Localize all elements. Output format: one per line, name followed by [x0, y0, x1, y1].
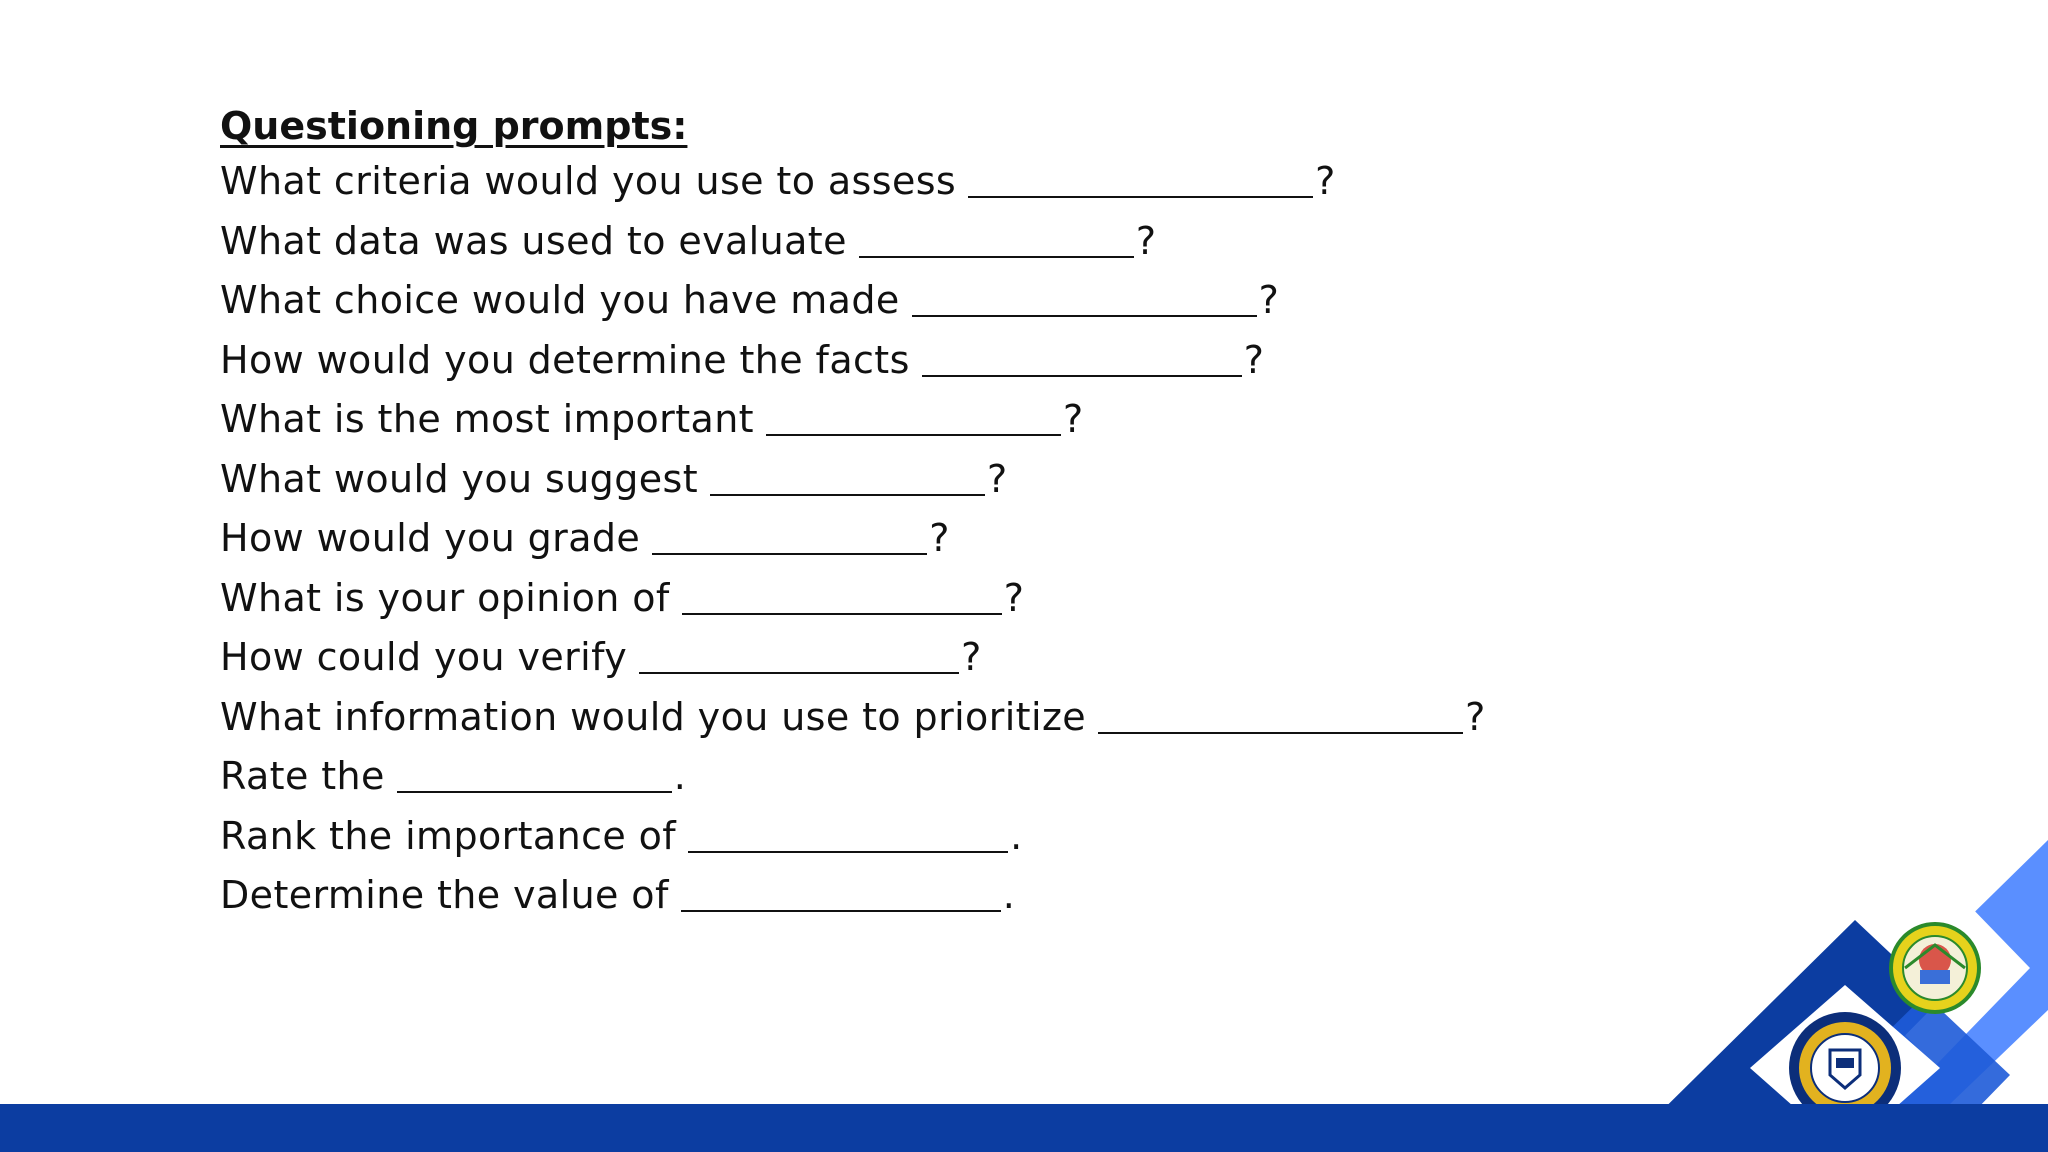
prompt-text: What data was used to evaluate — [220, 218, 847, 263]
prompt-item — [220, 271, 1720, 331]
prompt-end: . — [673, 754, 687, 798]
blank-line — [710, 494, 985, 496]
blank-line — [397, 791, 672, 793]
prompt-text: Rank the importance of — [220, 813, 677, 858]
prompt-item — [220, 450, 1720, 510]
prompt-text: Rate the — [220, 754, 385, 798]
prompt-text: How could you verify — [220, 635, 628, 679]
prompt-text: How would you grade — [220, 516, 641, 560]
prompt-end: ? — [929, 516, 950, 560]
blank-line — [859, 256, 1134, 258]
prompt-item — [220, 628, 1720, 688]
prompt-end: ? — [1258, 278, 1280, 322]
blank-line — [766, 434, 1061, 436]
prompt-end: . — [1002, 873, 1016, 917]
blank-line — [639, 672, 959, 674]
blank-line — [1098, 732, 1463, 734]
prompt-end: ? — [1135, 218, 1157, 263]
prompt-text: What choice would you have made — [220, 278, 900, 322]
page-title: Questioning prompts: — [220, 104, 688, 148]
white-diamond-upper — [1840, 870, 2030, 1066]
prompt-end: ? — [1062, 397, 1084, 441]
prompt-item — [220, 747, 1720, 807]
prompt-text: What is the most important — [220, 397, 754, 441]
blank-line — [968, 196, 1313, 198]
prompt-item — [220, 152, 1720, 212]
prompt-text: What is your opinion of — [220, 575, 670, 620]
blank-line — [912, 315, 1257, 317]
prompt-end: ? — [961, 635, 982, 679]
prompt-item — [220, 866, 1720, 926]
prompt-block — [220, 100, 1720, 926]
prompt-end: ? — [1003, 575, 1025, 620]
prompt-item — [220, 390, 1720, 450]
prompt-text: What criteria would you use to assess — [220, 159, 957, 203]
blank-line — [652, 553, 927, 555]
prompt-list — [220, 152, 1720, 926]
blank-line — [688, 851, 1008, 853]
prompt-text: What would you suggest — [220, 456, 698, 501]
prompt-text: Determine the value of — [220, 873, 669, 917]
prompt-end: . — [1010, 813, 1023, 858]
prompt-item — [220, 331, 1720, 391]
blank-line — [682, 613, 1002, 615]
prompt-item — [220, 807, 1720, 867]
prompt-item — [220, 688, 1720, 748]
prompt-end: ? — [1465, 694, 1486, 739]
prompt-item — [220, 212, 1720, 272]
prompt-end: ? — [1315, 159, 1336, 203]
blank-line — [922, 375, 1242, 377]
prompt-item — [220, 509, 1720, 569]
footer-bar — [0, 1104, 2048, 1152]
prompt-text: How would you determine the facts — [220, 337, 910, 382]
prompt-end: ? — [987, 456, 1008, 501]
blank-line — [681, 910, 1001, 912]
division-seal-icon — [1891, 924, 1979, 1012]
prompt-item — [220, 569, 1720, 629]
prompt-end: ? — [1243, 337, 1265, 382]
prompt-text: What information would you use to prioritize — [220, 694, 1087, 739]
